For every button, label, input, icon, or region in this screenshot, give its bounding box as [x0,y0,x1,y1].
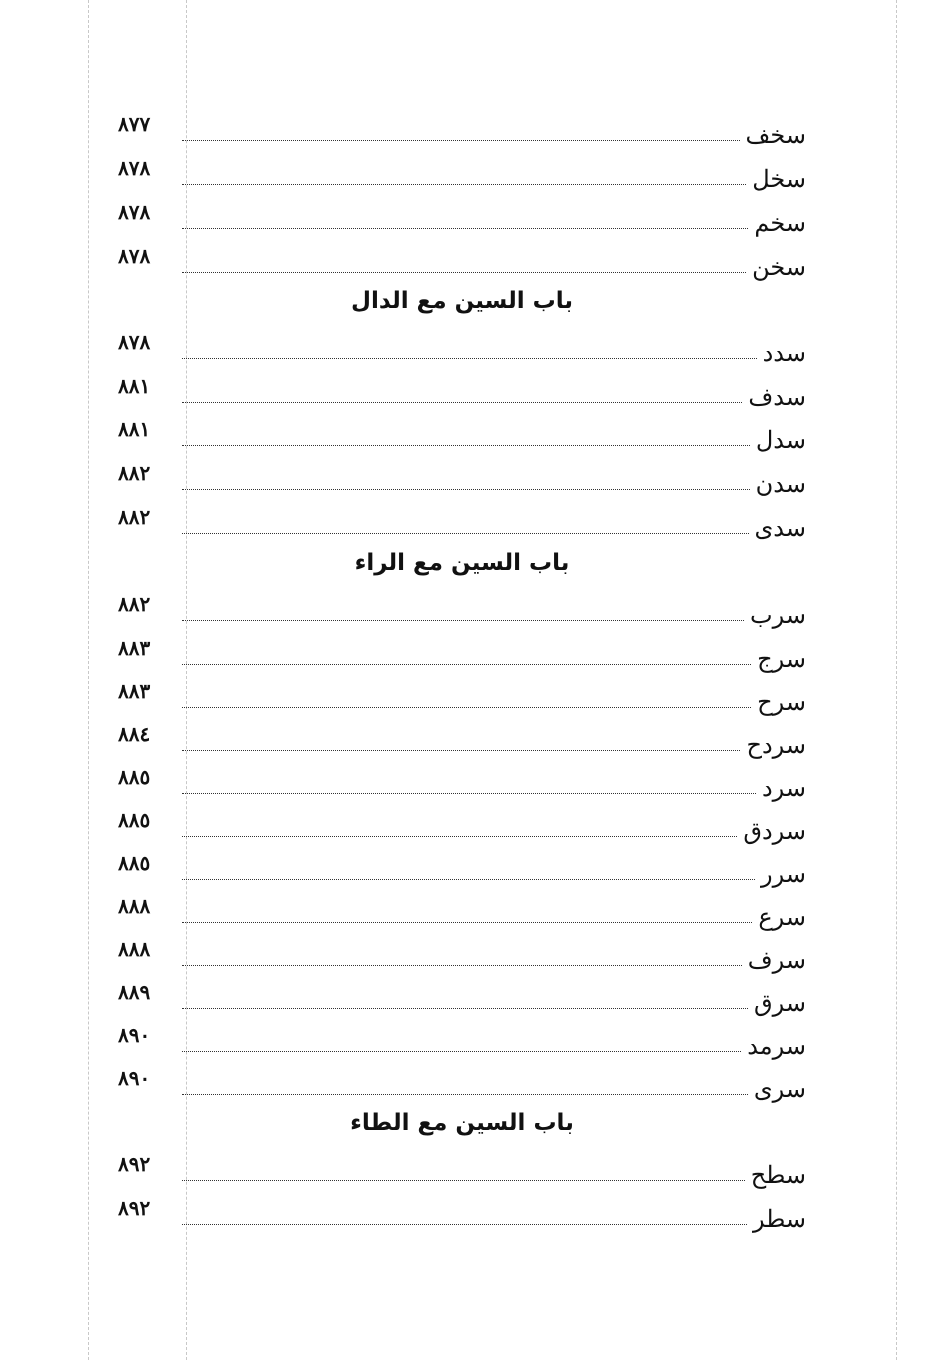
index-entry [118,937,806,975]
leader-dots [182,1223,747,1225]
leader-dots [182,663,751,665]
entry-page-number: ٨٨٢ [118,505,151,529]
entry-page-number: ٨٨٩ [118,980,151,1004]
entry-page-number: ٨٨٣ [118,636,151,660]
entry-page-number: ٨٨١ [118,417,151,441]
section-heading-ta: باب السين مع الطاء [350,1110,574,1136]
scan-margin-line [88,0,89,1360]
leader-dots [182,271,746,273]
entry-page-number: ٨٨٤ [118,722,151,746]
index-entry [118,461,806,499]
leader-dots [182,401,742,403]
entry-word: سخم [754,209,806,237]
entry-page-number: ٨٨٥ [118,808,151,832]
index-entry [118,1196,806,1234]
index-entry [118,1152,806,1190]
index-entry [118,200,806,238]
entry-page-number: ٨٨٣ [118,679,151,703]
leader-dots [182,1093,748,1095]
entry-word: سدن [755,470,806,498]
section-heading-ra: باب السين مع الراء [354,550,570,576]
entry-page-number: ٨٩٠ [118,1066,151,1090]
entry-word: سردح [746,731,806,759]
leader-dots [182,357,757,359]
entry-word: سطر [752,1205,806,1233]
leader-dots [182,139,740,141]
leader-dots [182,835,737,837]
leader-dots [182,1050,741,1052]
leader-dots [182,444,750,446]
index-entry [118,722,806,760]
index-entry [118,851,806,889]
entry-page-number: ٨٨٥ [118,765,151,789]
index-entry [118,592,806,630]
index-entry [118,417,806,455]
entry-page-number: ٨٩٢ [118,1152,151,1176]
entry-page-number: ٨٧٨ [118,244,151,268]
leader-dots [182,749,740,751]
index-entry [118,1023,806,1061]
index-entry [118,112,806,150]
leader-dots [182,532,749,534]
leader-dots [182,706,751,708]
entry-word: سخل [752,165,806,193]
entry-word: سرى [753,1075,806,1103]
index-entry [118,980,806,1018]
entry-page-number: ٨٨١ [118,374,151,398]
index-entry [118,505,806,543]
index-entry [118,374,806,412]
section-heading-dal: باب السين مع الدال [350,288,573,314]
leader-dots [182,878,755,880]
entry-word: سرق [754,989,806,1017]
index-entry [118,156,806,194]
entry-page-number: ٨٧٨ [118,200,151,224]
entry-page-number: ٨٩٠ [118,1023,151,1047]
entry-page-number: ٨٨٢ [118,461,151,485]
entry-word: سرب [750,601,806,629]
entry-page-number: ٨٨٨ [118,894,151,918]
leader-dots [182,1007,748,1009]
entry-word: سرمد [747,1032,806,1060]
entry-word: سدل [755,426,806,454]
entry-word: سرد [761,774,806,802]
index-entry [118,808,806,846]
entry-word: سدى [754,514,806,542]
leader-dots [182,227,748,229]
entry-word: سرح [757,688,806,716]
entry-word: سخن [752,253,806,281]
leader-dots [182,921,752,923]
entry-page-number: ٨٨٥ [118,851,151,875]
index-entry [118,679,806,717]
entry-word: سطح [750,1161,806,1189]
entry-word: سرف [747,946,806,974]
entry-page-number: ٨٧٧ [118,112,151,136]
entry-page-number: ٨٨٨ [118,937,151,961]
index-entry [118,894,806,932]
entry-page-number: ٨٨٢ [118,592,151,616]
leader-dots [182,964,742,966]
entry-word: سرع [758,903,806,931]
entry-word: سدد [762,339,806,367]
index-entry [118,765,806,803]
index-entry [118,330,806,368]
entry-word: سرج [757,645,806,673]
index-entry [118,244,806,282]
entry-page-number: ٨٧٨ [118,330,151,354]
entry-page-number: ٨٩٢ [118,1196,151,1220]
leader-dots [182,1179,745,1181]
entry-page-number: ٨٧٨ [118,156,151,180]
entry-word: سدف [748,383,806,411]
scan-margin-line [896,0,897,1360]
leader-dots [182,619,744,621]
entry-word: سردق [743,817,806,845]
leader-dots [182,792,756,794]
index-entry [118,636,806,674]
entry-word: سرر [761,860,806,888]
leader-dots [182,488,750,490]
entry-word: سخف [745,121,806,149]
leader-dots [182,183,746,185]
index-entry [118,1066,806,1104]
